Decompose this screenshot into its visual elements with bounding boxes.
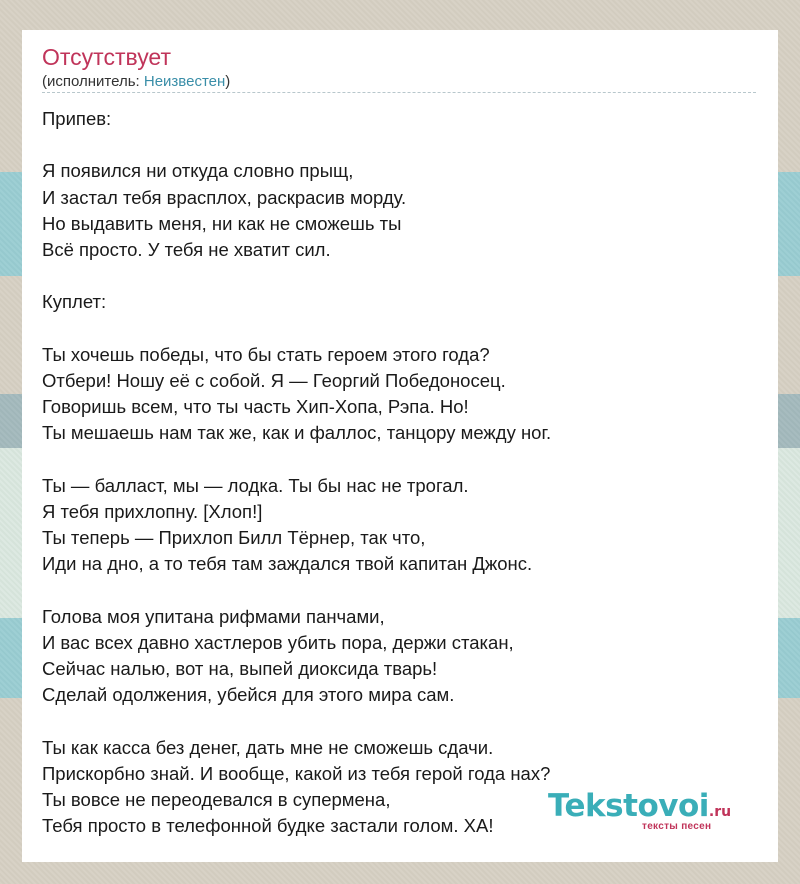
lyrics-line: Прискорбно знай. И вообще, какой из тебя герой года нах?: [42, 762, 551, 784]
lyrics-line: Ты теперь — Прихлоп Билл Тёрнер, так что,: [42, 527, 426, 548]
lyrics-line: Ты мешаешь нам так же, как и фаллос, танцору между ног.: [42, 422, 552, 444]
lyrics-line: Ты — балласт, мы — лодка. Ты бы нас не трогал.: [42, 474, 469, 496]
lyrics-line: Голова моя упитана рифмами панчами,: [42, 605, 385, 627]
lyrics-line: [42, 132, 758, 158]
artist-prefix: (исполнитель:: [42, 73, 144, 90]
song-title: Отсутствует: [42, 44, 171, 70]
lyrics-line: [42, 316, 758, 342]
header-divider: [42, 92, 756, 93]
lyrics-card: [22, 30, 778, 862]
lyrics-line: Иди на дно, а то тебя там заждался твой капитан Джонс.: [42, 553, 533, 575]
lyrics-line: Припев:: [42, 108, 112, 129]
lyrics-line: Отбери! Ношу её с собой. Я — Георгий Победоносец.: [42, 369, 506, 391]
lyrics-line: Сделай одолжения, убейся для этого мира сам.: [42, 684, 455, 706]
logo-tagline: тексты песен: [642, 821, 712, 832]
lyrics-line: [42, 446, 758, 472]
lyrics-line: Всё просто. У тебя не хватит сил.: [42, 238, 331, 260]
site-logo[interactable]: [548, 788, 758, 832]
lyrics-line: [42, 708, 758, 734]
lyrics-line: Ты как касса без денег, дать мне не сможешь сдачи.: [42, 736, 494, 758]
lyrics-line: Ты вовсе не переодевался в супермена,: [42, 788, 391, 810]
lyrics-line: Но выдавить меня, ни как не сможешь ты: [42, 212, 402, 234]
lyrics-line: [42, 263, 758, 289]
lyrics-text: [42, 106, 758, 839]
lyrics-line: Сейчас налью, вот на, выпей диоксида тварь!: [42, 657, 438, 679]
lyrics-line: Я тебя прихлопну. [Хлоп!]: [42, 500, 263, 522]
lyrics-line: Тебя просто в телефонной будке застали голом. ХА!: [42, 815, 494, 837]
lyrics-line: Ты хочешь победы, что бы стать героем этого года?: [42, 343, 490, 365]
lyrics-line: И застал тебя врасплох, раскрасив морду.: [42, 186, 407, 208]
logo-name: Tekstovoi: [548, 788, 709, 824]
logo-tld: .ru: [708, 804, 732, 820]
lyrics-line: И вас всех давно хастлеров убить пора, держи стакан,: [42, 631, 514, 653]
lyrics-line: Говоришь всем, что ты часть Хип-Хопа, Рэпа. Но!: [42, 396, 469, 418]
lyrics-line: [42, 577, 758, 603]
artist-line: [42, 73, 230, 90]
lyrics-line: Куплет:: [42, 291, 107, 313]
lyrics-line: Я появился ни откуда словно прыщ,: [42, 160, 354, 182]
artist-link[interactable]: Неизвестен: [143, 73, 226, 90]
artist-suffix: ): [225, 73, 231, 90]
